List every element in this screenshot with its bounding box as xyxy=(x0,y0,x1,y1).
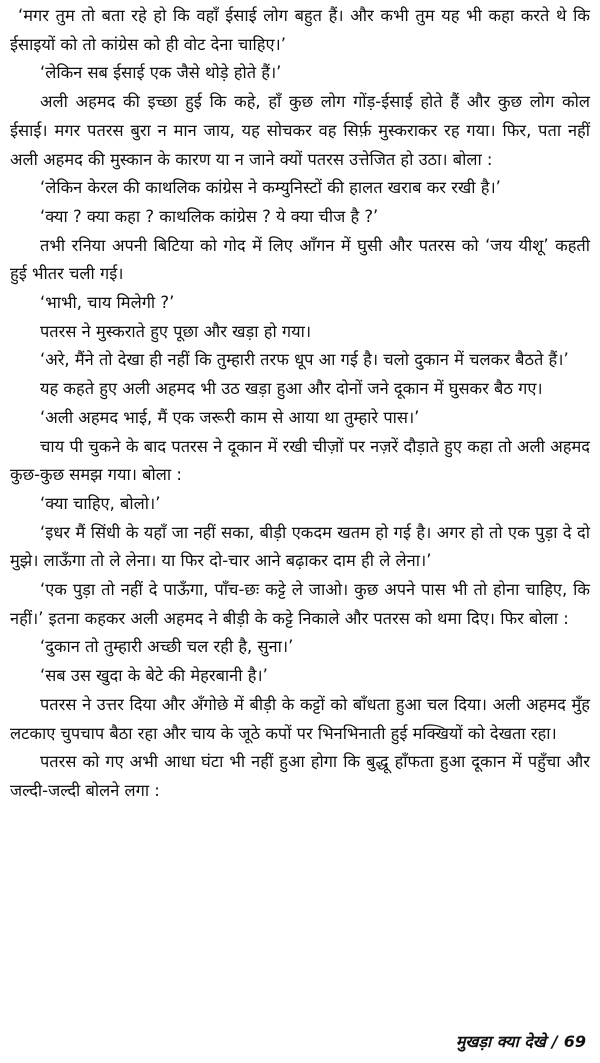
paragraph: पतरस ने उत्तर दिया और अँगोछे में बीड़ी के कट्टों को बाँधता हुआ चल दिया। अली अहमद मुँह लटकाए चुपचाप बैठा रहा और चाय के जूठे कपों पर भिनभिनाती हुई मक्खियों को देखता रहा। xyxy=(10,694,590,743)
paragraph: ‘मगर तुम तो बता रहे हो कि वहाँ ईसाई लोग बहुत हैं। और कभी तुम यह भी कहा करते थे कि ईसाइयों को तो कांग्रेस को ही वोट देना चाहिए।’ xyxy=(10,6,590,54)
paragraph: ‘क्या ? क्या कहा ? काथलिक कांग्रेस ? ये क्या चीज है ?’ xyxy=(40,206,379,226)
paragraph: चाय पी चुकने के बाद पतरस ने दूकान में रखी चीज़ों पर नज़रें दौड़ाते हुए कहा तो अली अहमद कुछ-कुछ समझ गया। बोला : xyxy=(10,436,590,485)
paragraph: ‘लेकिन केरल की काथलिक कांग्रेस ने कम्युनिस्टों की हालत खराब कर रखी है।’ xyxy=(40,178,501,198)
paragraph: तभी रनिया अपनी बिटिया को गोद में लिए आँगन में घुसी और पतरस को ‘जय यीशू’ कहती हुई भीतर चली गई। xyxy=(10,235,590,284)
body-text xyxy=(10,2,590,806)
paragraph: ‘अली अहमद भाई, मैं एक जरूरी काम से आया था तुम्हारे पास।’ xyxy=(40,407,420,427)
page-footer xyxy=(456,1030,586,1052)
paragraph: ‘दुकान तो तुम्हारी अच्छी चल रही है, सुना।’ xyxy=(40,637,294,657)
page-number: 69 xyxy=(563,1032,586,1051)
paragraph: ‘इधर मैं सिंधी के यहाँ जा नहीं सका, बीड़ी एकदम खतम हो गई है। अगर हो तो एक पुड़ा दे दो मुझे। लाऊँगा तो ले लेना। या फिर दो-चार आने बढ़ाकर दाम ही ले लेना।’ xyxy=(10,522,590,571)
running-title: मुखड़ा क्या देखे xyxy=(455,1032,546,1051)
paragraph: पतरस को गए अभी आधा घंटा भी नहीं हुआ होगा कि बुद्धू हाँफता हुआ दूकान में पहुँचा और जल्दी-जल्दी बोलने लगा : xyxy=(10,752,590,800)
paragraph: ‘लेकिन सब ईसाई एक जैसे थोड़े होते हैं।’ xyxy=(40,63,282,83)
paragraph: अली अहमद की इच्छा हुई कि कहे, हाँ कुछ लोग गोंड़-ईसाई होते हैं और कुछ लोग कोल ईसाई। मगर पतरस बुरा न मान जाय, यह सोचकर वह सिर्फ़ मुस्कराकर रह गया। फिर, पता नहीं अली अहमद की मुस्कान के कारण या न जाने क्यों पतरस उत्तेजित हो उठा। बोला : xyxy=(10,92,590,169)
paragraph: पतरस ने मुस्कराते हुए पूछा और खड़ा हो गया। xyxy=(40,321,312,341)
paragraph: ‘एक पुड़ा तो नहीं दे पाऊँगा, पाँच-छः कट्टे ले जाओ। कुछ अपने पास भी तो होना चाहिए, कि नहीं।’ इतना कहकर अली अहमद ने बीड़ी के कट्टे निकाले और पतरस को थमा दिए। फिर बोला : xyxy=(10,580,590,628)
paragraph: ‘भाभी, चाय मिलेगी ?’ xyxy=(40,293,175,313)
footer-separator: / xyxy=(551,1032,558,1051)
paragraph: यह कहते हुए अली अहमद भी उठ खड़ा हुआ और दोनों जने दूकान में घुसकर बैठ गए। xyxy=(40,379,543,399)
paragraph: ‘सब उस खुदा के बेटे की मेहरबानी है।’ xyxy=(40,666,268,686)
paragraph: ‘अरे, मैंने तो देखा ही नहीं कि तुम्हारी तरफ धूप आ गई है। चलो दुकान में चलकर बैठते हैं।’ xyxy=(40,350,569,370)
paragraph: ‘क्या चाहिए, बोलो।’ xyxy=(40,493,161,513)
